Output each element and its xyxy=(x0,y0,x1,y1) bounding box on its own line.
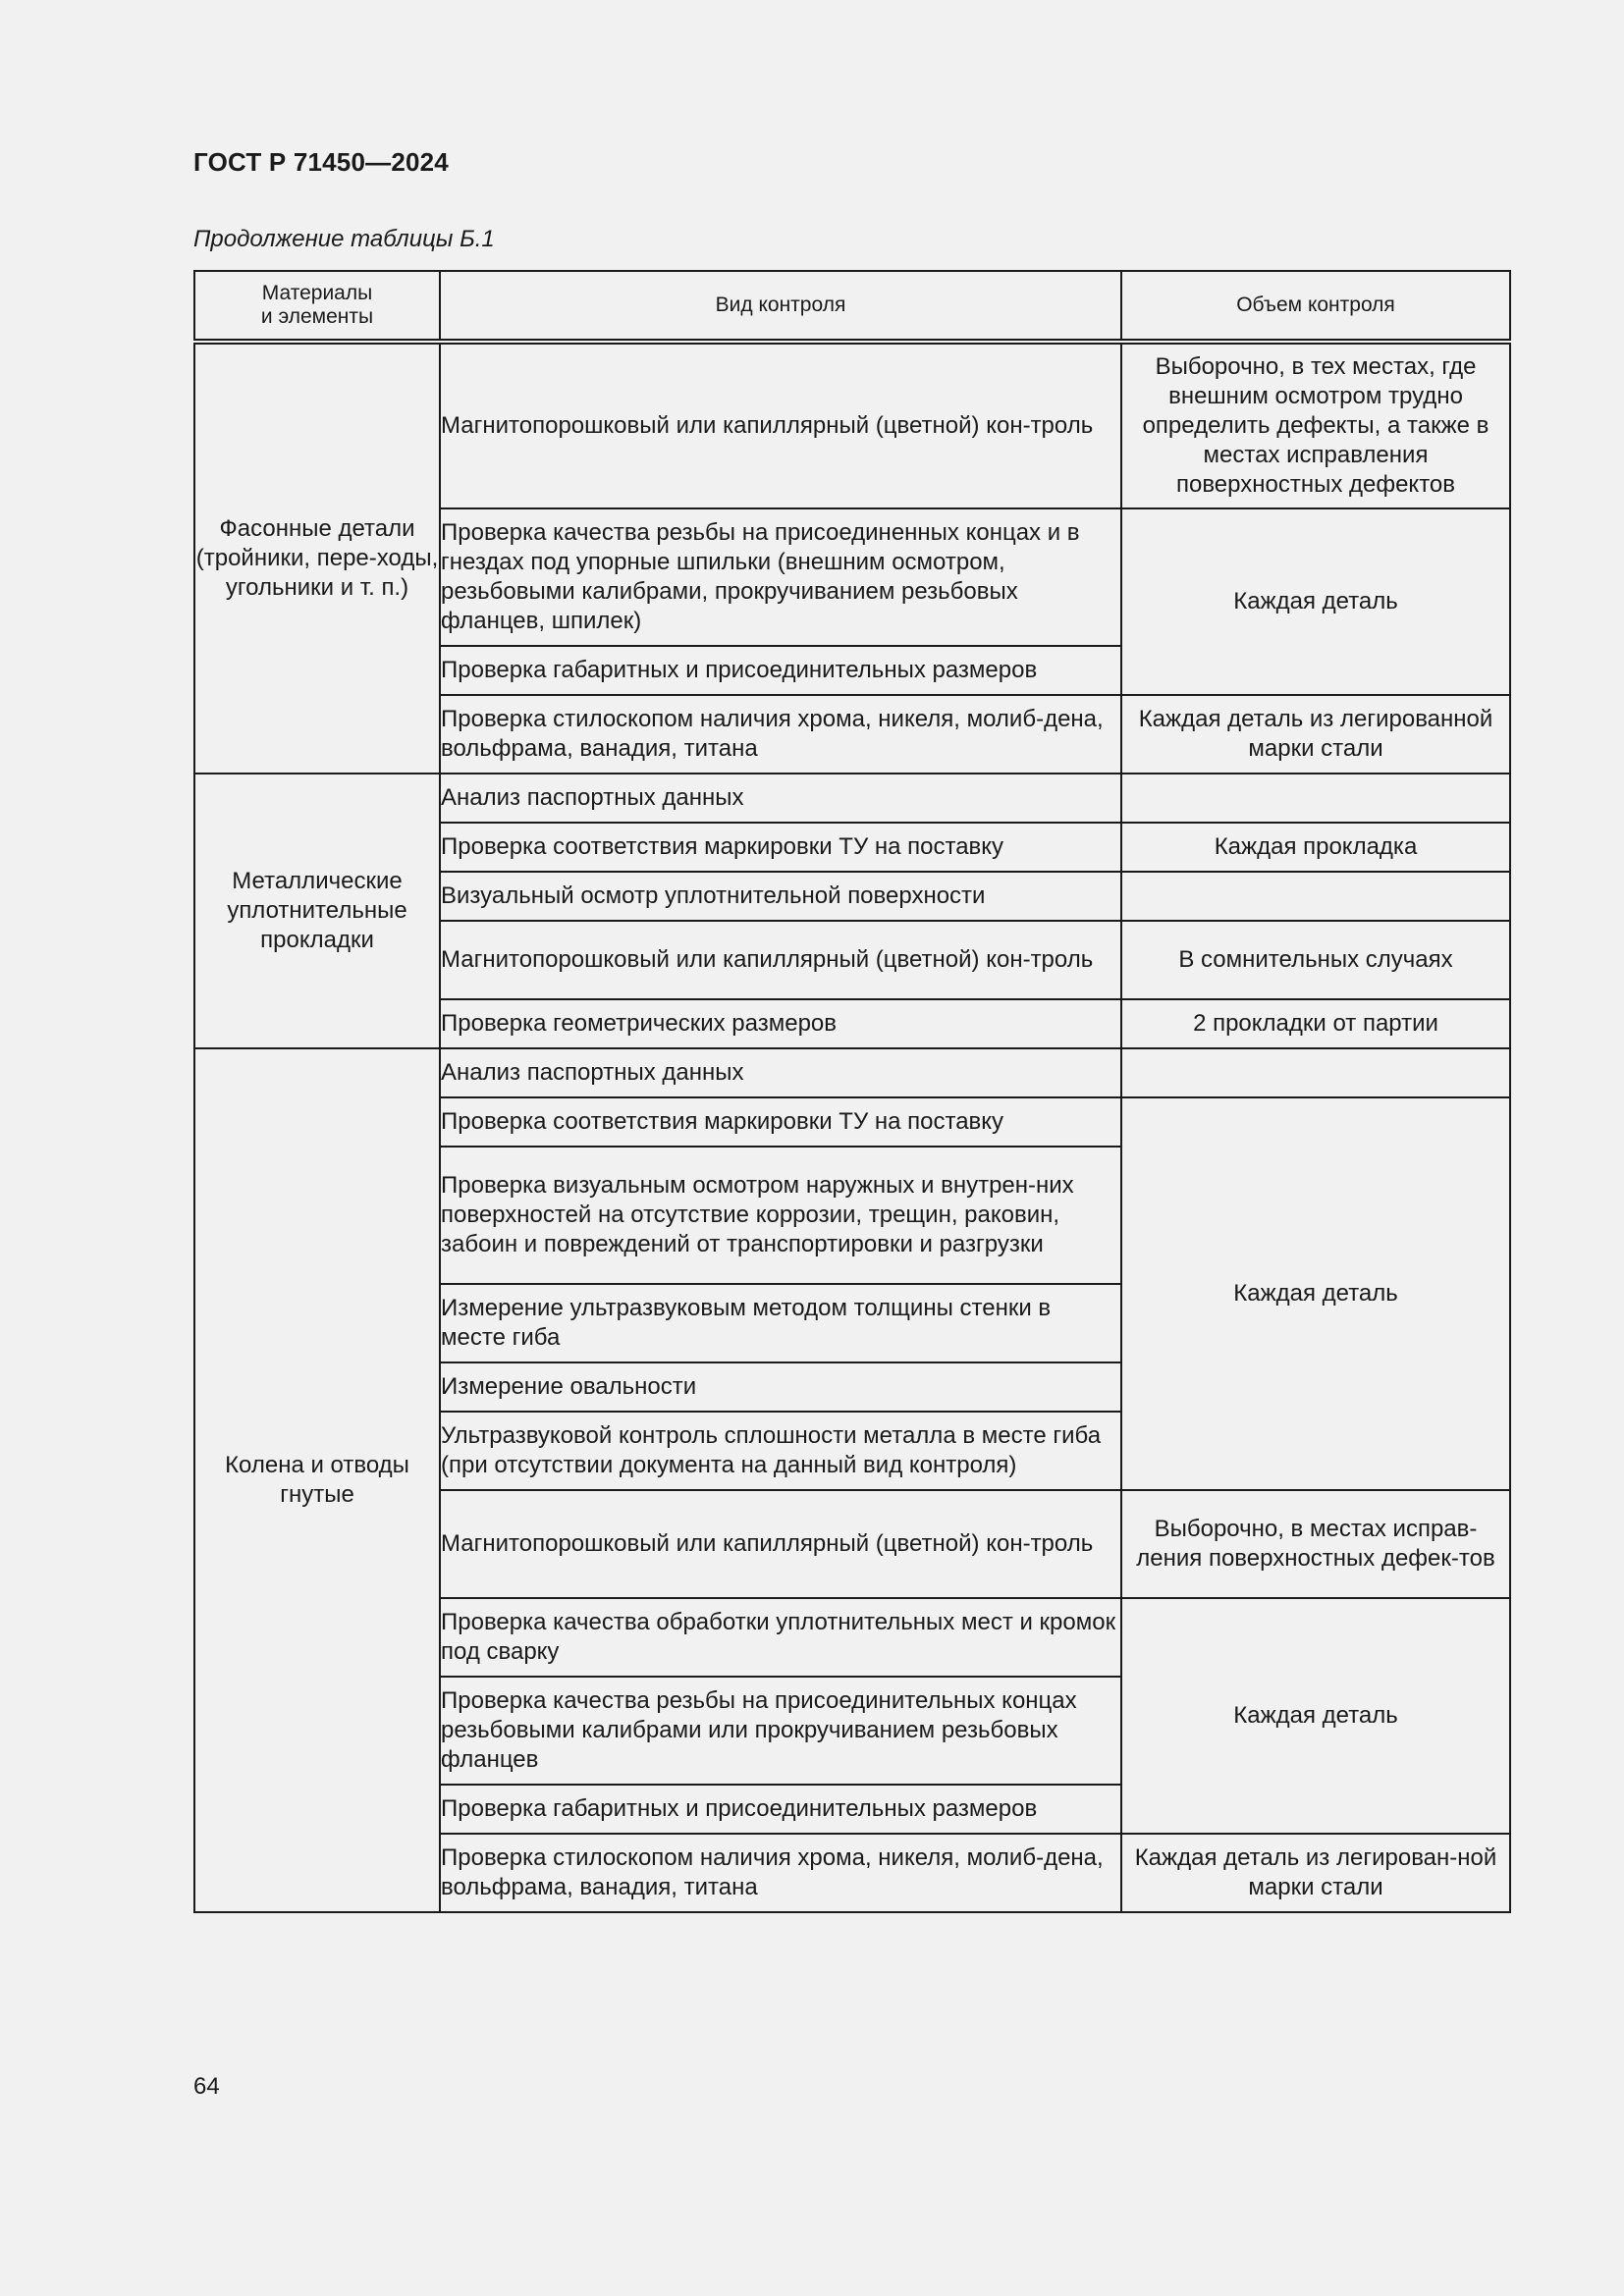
header-kind: Вид контроля xyxy=(440,271,1121,342)
volume-cell: 2 прокладки от партии xyxy=(1121,999,1510,1048)
volume-cell: Каждая деталь из легированной марки стали xyxy=(1121,695,1510,774)
header-materials-line2: и элементы xyxy=(260,305,374,328)
volume-cell xyxy=(1121,872,1510,921)
kind-cell: Анализ паспортных данных xyxy=(440,774,1121,823)
document-id: ГОСТ Р 71450—2024 xyxy=(193,147,449,177)
table-row xyxy=(194,342,1510,508)
kind-cell: Проверка габаритных и присоединительных размеров xyxy=(440,646,1121,695)
page-number: 64 xyxy=(193,2073,220,2100)
kind-cell: Магнитопорошковый или капиллярный (цветной) кон-троль xyxy=(440,921,1121,999)
volume-cell: Каждая деталь из легирован-ной марки стали xyxy=(1121,1834,1510,1912)
table-caption: Продолжение таблицы Б.1 xyxy=(193,226,495,252)
table-header-row xyxy=(194,271,1510,342)
kind-cell: Проверка качества резьбы на присоединительных концах резьбовыми калибрами или прокручиванием резьбовых фланцев xyxy=(440,1677,1121,1785)
kind-cell: Проверка соответствия маркировки ТУ на поставку xyxy=(440,1097,1121,1147)
kind-cell: Ультразвуковой контроль сплошности металла в месте гиба (при отсутствии документа на данный вид контроля) xyxy=(440,1412,1121,1490)
kind-cell: Магнитопорошковый или капиллярный (цветной) кон-троль xyxy=(440,342,1121,508)
volume-cell: Каждая деталь xyxy=(1121,1097,1510,1490)
kind-cell: Проверка соответствия маркировки ТУ на поставку xyxy=(440,823,1121,872)
table-row xyxy=(194,774,1510,823)
kind-cell: Проверка стилоскопом наличия хрома, никеля, молиб-дена, вольфрама, ванадия, титана xyxy=(440,695,1121,774)
kind-cell: Проверка качества обработки уплотнительных мест и кромок под сварку xyxy=(440,1598,1121,1677)
volume-cell: Каждая деталь xyxy=(1121,508,1510,695)
control-table xyxy=(193,270,1511,1913)
kind-cell: Анализ паспортных данных xyxy=(440,1048,1121,1097)
material-cell: Фасонные детали (тройники, пере-ходы, угольники и т. п.) xyxy=(194,342,440,774)
kind-cell: Проверка стилоскопом наличия хрома, никеля, молиб-дена, вольфрама, ванадия, титана xyxy=(440,1834,1121,1912)
table-row xyxy=(194,1048,1510,1097)
header-volume: Объем контроля xyxy=(1121,271,1510,342)
volume-cell xyxy=(1121,774,1510,823)
header-materials xyxy=(194,271,440,342)
volume-cell xyxy=(1121,1048,1510,1097)
kind-cell: Измерение овальности xyxy=(440,1362,1121,1412)
kind-cell: Измерение ультразвуковым методом толщины стенки в месте гиба xyxy=(440,1284,1121,1362)
material-cell: Металлические уплотнительные прокладки xyxy=(194,774,440,1048)
kind-cell: Проверка визуальным осмотром наружных и внутрен-них поверхностей на отсутствие коррозии, трещин, раковин, забоин и повреждений от транспортировки и разгрузки xyxy=(440,1147,1121,1284)
material-cell: Колена и отводы гнутые xyxy=(194,1048,440,1912)
volume-cell: Каждая деталь xyxy=(1121,1598,1510,1834)
kind-cell: Проверка качества резьбы на присоединенных концах и в гнездах под упорные шпильки (внешним осмотром, резьбовыми калибрами, прокручиванием резьбовых фланцев, шпилек) xyxy=(440,508,1121,646)
kind-cell: Магнитопорошковый или капиллярный (цветной) кон-троль xyxy=(440,1490,1121,1598)
kind-cell: Визуальный осмотр уплотнительной поверхности xyxy=(440,872,1121,921)
kind-cell: Проверка габаритных и присоединительных размеров xyxy=(440,1785,1121,1834)
kind-cell: Проверка геометрических размеров xyxy=(440,999,1121,1048)
volume-cell: В сомнительных случаях xyxy=(1121,921,1510,999)
header-materials-line1: Материалы xyxy=(261,282,373,304)
volume-cell: Выборочно, в местах исправ-ления поверхностных дефек-тов xyxy=(1121,1490,1510,1598)
volume-cell: Каждая прокладка xyxy=(1121,823,1510,872)
volume-cell: Выборочно, в тех местах, где внешним осмотром трудно определить дефекты, а также в местах исправления поверхностных дефектов xyxy=(1121,342,1510,508)
